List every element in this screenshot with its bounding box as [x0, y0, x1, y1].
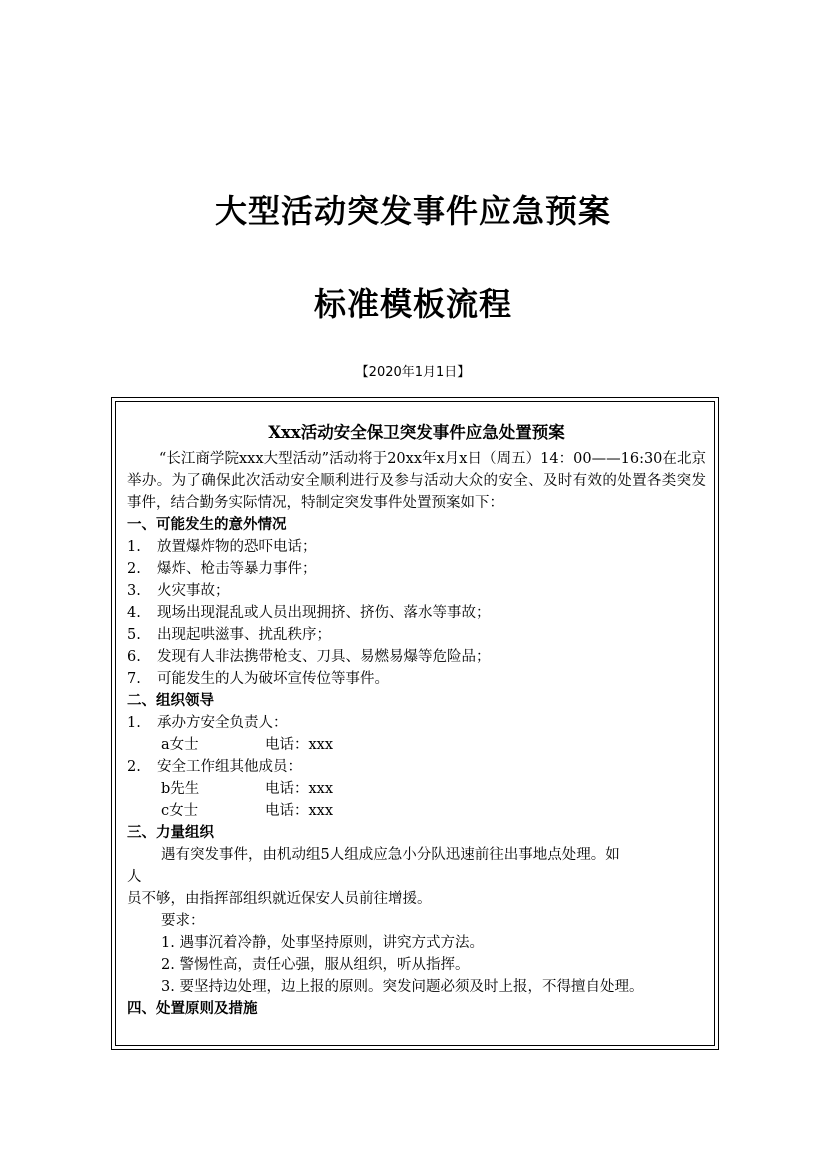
section-heading-4: 四、处置原则及措施 — [127, 1001, 258, 1017]
contact-phone: 电话：xxx — [265, 781, 334, 797]
content-box — [115, 401, 715, 1046]
contact-phone: 电话：xxx — [265, 737, 334, 753]
content-box-outer-border — [111, 397, 719, 1050]
list-item — [127, 756, 706, 778]
contact-phone: 电话：xxx — [265, 803, 334, 819]
list-text: 放置爆炸物的恐吓电话； — [157, 539, 317, 555]
list-item — [127, 602, 706, 624]
list-number: 2. — [127, 759, 141, 775]
list-text: 出现起哄滋事、扰乱秩序； — [157, 627, 331, 643]
list-item — [127, 558, 706, 580]
list-number: 6. — [127, 649, 141, 665]
list-text: 安全工作组其他成员： — [157, 759, 302, 775]
requirement-item: 1. 遇事沉着冷静，处事坚持原则，讲究方式方法。 — [161, 935, 484, 951]
force-paragraph-line: 员不够，由指挥部组织就近保安人员前往增援。 — [127, 891, 432, 907]
list-number: 1. — [127, 715, 141, 731]
list-item — [127, 580, 706, 602]
list-item — [127, 712, 706, 734]
list-number: 7. — [127, 671, 141, 687]
requirement-item: 2. 警惕性高，责任心强，服从组织，听从指挥。 — [161, 957, 470, 973]
requirements-label: 要求： — [161, 913, 205, 929]
intro-paragraph: “长江商学院xxx大型活动”活动将于20xx年x月x日（周五）14：00——16:30在北京举办。为了确保此次活动安全顺利进行及参与活动大众的安全、及时有效的处置各类突发事件，结合勤务实际情况，特制定突发事件处置预案如下： — [127, 451, 706, 511]
list-number: 1. — [127, 539, 141, 555]
list-number: 2. — [127, 561, 141, 577]
document-subtitle: 标准模板流程 — [313, 285, 512, 323]
list-item — [127, 624, 706, 646]
list-item — [127, 668, 706, 690]
list-item — [127, 536, 706, 558]
plan-title: Xxx活动安全保卫突发事件应急处置预案 — [268, 423, 565, 442]
contact-name: c女士 — [161, 803, 199, 819]
list-number: 4. — [127, 605, 141, 621]
list-text: 发现有人非法携带枪支、刀具、易燃易爆等危险品； — [157, 649, 491, 665]
section-heading-2: 二、组织领导 — [127, 693, 214, 709]
requirement-item: 3. 要坚持边处理，边上报的原则。突发问题必须及时上报，不得擅自处理。 — [161, 979, 644, 995]
list-text: 火灾事故； — [157, 583, 230, 599]
contact-row — [161, 778, 706, 800]
contact-row — [161, 734, 706, 756]
section-heading-3: 三、力量组织 — [127, 825, 214, 841]
list-text: 承办方安全负责人： — [157, 715, 288, 731]
document-date: 【2020年1月1日】 — [355, 365, 471, 380]
contact-row — [161, 800, 706, 822]
list-item — [127, 646, 706, 668]
list-text: 可能发生的人为破坏宣传位等事件。 — [157, 671, 389, 687]
list-text: 现场出现混乱或人员出现拥挤、挤伤、落水等事故； — [157, 605, 491, 621]
list-number: 5. — [127, 627, 141, 643]
list-number: 3. — [127, 583, 141, 599]
list-text: 爆炸、枪击等暴力事件； — [157, 561, 317, 577]
force-paragraph-line: 人 — [127, 869, 142, 885]
contact-name: a女士 — [161, 737, 199, 753]
contact-name: b先生 — [161, 781, 200, 797]
section-heading-1: 一、可能发生的意外情况 — [127, 517, 287, 533]
force-paragraph-line: 遇有突发事件，由机动组5人组成应急小分队迅速前往出事地点处理。如 — [161, 847, 620, 863]
document-title: 大型活动突发事件应急预案 — [214, 192, 611, 230]
